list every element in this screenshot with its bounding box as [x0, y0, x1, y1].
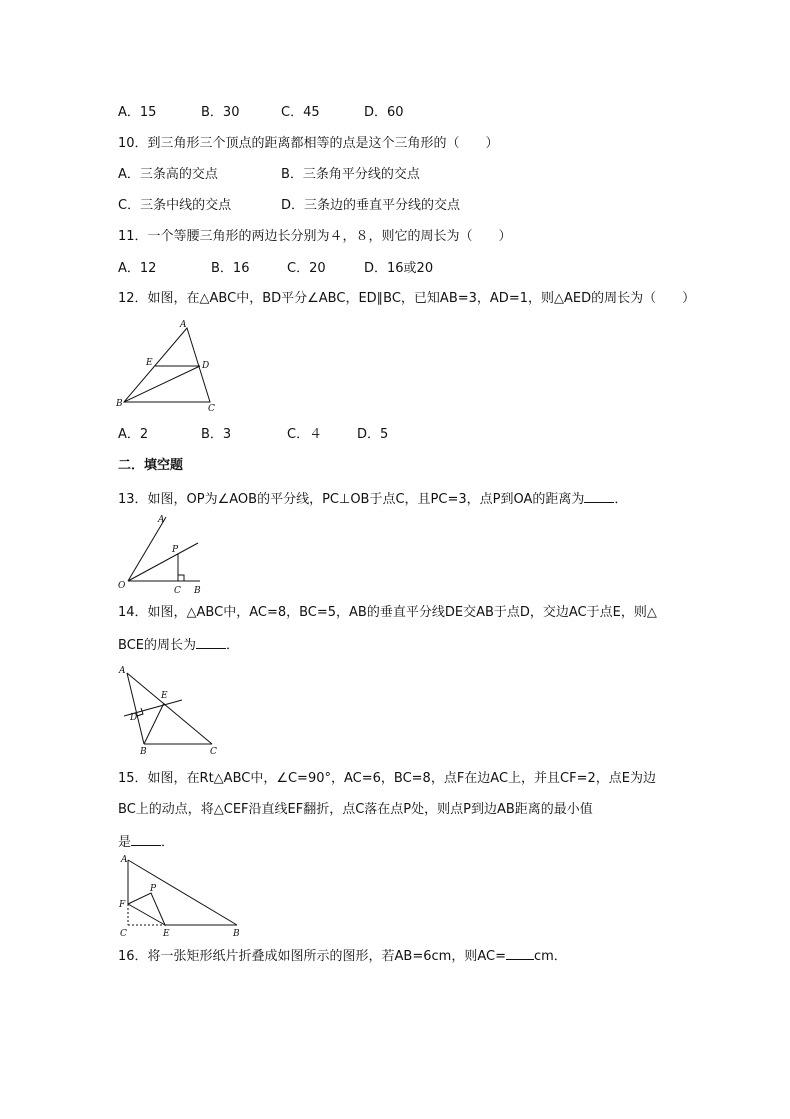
q12-label-e: E: [146, 358, 153, 368]
q15-stem-text: 是: [118, 835, 132, 850]
q12-option-d: D．5: [357, 427, 389, 442]
q15-label-b: B: [233, 929, 240, 939]
q10-option-b: B．三条角平分线的交点: [281, 167, 420, 182]
q11-option-d: D．16或20: [364, 261, 434, 276]
q12-segment-bd: [124, 366, 200, 402]
q14-stem-text: BCE的周长为: [118, 638, 196, 653]
q12-option-b: B．3: [201, 427, 232, 442]
q13-label-a: A: [158, 515, 165, 525]
q13-label-p: P: [172, 545, 179, 555]
q12-label-a: A: [180, 320, 187, 330]
q15-label-p: P: [150, 884, 157, 894]
q9-option-d: D．60: [364, 105, 404, 120]
q13-stem-end: ．: [614, 492, 628, 507]
q13-label-c: C: [174, 586, 181, 596]
q15-fold-fpe: [128, 893, 165, 925]
q13-label-o: O: [118, 581, 126, 591]
q14-stem-line1: 14．如图，△ABC中，AC=8，BC=5，AB的垂直平分线DE交AB于点D，交边AC于点E，则△: [118, 605, 657, 620]
q15-stem-end: ．: [161, 835, 175, 850]
q11-option-c: C．20: [287, 261, 326, 276]
q9-option-a: A．15: [118, 105, 157, 120]
q13-ray-op: [128, 543, 198, 581]
q12-option-a: A．2: [118, 427, 149, 442]
q14-stem-end: ．: [225, 638, 239, 653]
q14-label-b: B: [140, 747, 147, 757]
q15-stem-line2: BC上的动点，将△CEF沿直线EF翻折，点C落在点P处，则点P到边AB距离的最小值: [118, 802, 593, 817]
q15-figure: [114, 852, 246, 938]
q15-stem-line3: [118, 832, 174, 852]
q15-segment-ab: [128, 860, 237, 925]
q15-label-f: F: [119, 900, 126, 910]
q11-stem: 11．一个等腰三角形的两边长分别为４，８，则它的周长为（ ）: [118, 229, 512, 244]
section-title: 二．填空题: [118, 458, 184, 473]
q14-label-c: C: [210, 747, 217, 757]
q15-label-a: A: [121, 855, 128, 865]
q10-stem: 10．到三角形三个顶点的距离都相等的点是这个三角形的（ ）: [118, 136, 499, 151]
q9-option-c: C．45: [281, 105, 320, 120]
q11-option-a: A．12: [118, 261, 157, 276]
q12-label-d: D: [202, 361, 210, 371]
q10-option-c: C．三条中线的交点: [118, 198, 232, 213]
q13-stem-text: 13．如图，OP为∠AOB的平分线，PC⊥OB于点C，且PC=3，点P到OA的距离为: [118, 492, 585, 507]
q10-option-d: D．三条边的垂直平分线的交点: [281, 198, 461, 213]
q15-label-e: E: [163, 929, 170, 939]
q16-answer-blank[interactable]: [506, 946, 534, 960]
q14-segment-ac: [127, 673, 212, 744]
q14-stem-line2: [118, 635, 239, 655]
q14-answer-blank[interactable]: [196, 635, 226, 649]
q13-ray-oa: [128, 517, 166, 581]
q9-option-b: B．30: [201, 105, 240, 120]
q12-option-c: C．４: [287, 427, 323, 442]
q14-label-e: E: [161, 691, 168, 701]
q10-option-a: A．三条高的交点: [118, 167, 218, 182]
q13-stem: [118, 489, 627, 509]
q11-option-b: B．16: [211, 261, 250, 276]
q13-right-angle-mark: [178, 575, 184, 581]
q12-stem: 12．如图，在△ABC中，BD平分∠ABC，ED∥BC，已知AB=3，AD=1，则△AED的周长为（ ）: [118, 291, 696, 306]
q15-label-c: C: [120, 929, 127, 939]
q16-stem-end: cm．: [533, 949, 567, 964]
q12-figure: [114, 318, 224, 416]
q12-label-c: C: [208, 404, 215, 414]
q14-figure: [114, 660, 226, 760]
q12-triangle-abc: [124, 328, 210, 402]
q15-stem-line1: 15．如图，在Rt△ABC中，∠C=90°，AC=6，BC=8，点F在边AC上，并且CF=2，点E为边: [118, 771, 656, 786]
q13-answer-blank[interactable]: [584, 489, 614, 503]
q13-label-b: B: [194, 586, 201, 596]
q14-label-a: A: [119, 666, 126, 676]
q15-answer-blank[interactable]: [131, 832, 161, 846]
q13-figure: [114, 510, 206, 598]
q16-stem-text: 16．将一张矩形纸片折叠成如图所示的图形，若AB=6cm，则AC=: [118, 949, 506, 964]
q12-label-b: B: [116, 399, 123, 409]
q16-stem: [118, 946, 567, 966]
q14-label-d: D: [130, 713, 138, 723]
